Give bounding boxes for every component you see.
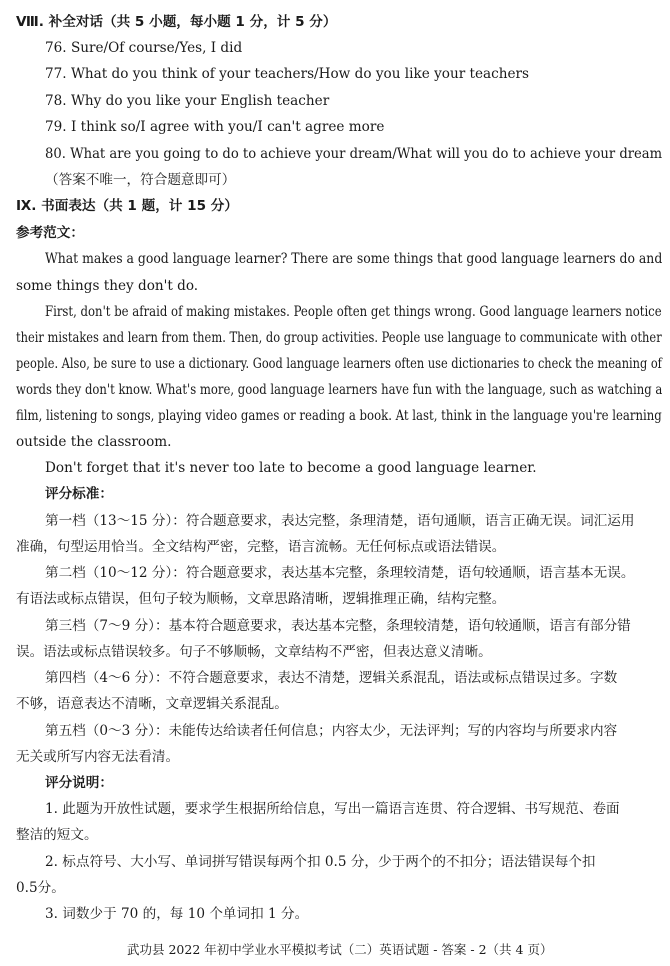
answer-80: 80. What are you going to do to achieve your dream/What will you do to achieve your dream — [45, 146, 663, 162]
criteria-line: 有语法或标点错误，但句子较为顺畅，文章思路清晰，逻辑推理正确，结构完整。 — [16, 591, 506, 607]
essay-line: What makes a good language learner? There are some things that good language learners do and — [45, 251, 663, 267]
criteria-line: 第二档（10～12 分）：符合题意要求，表达基本完整，条理较清楚，语句较通顺，语言基本无误。 — [45, 565, 635, 581]
answer-79: 79. I think so/I agree with you/I can't agree more — [45, 119, 385, 135]
explain-line: 整洁的短文。 — [16, 827, 98, 843]
answer-76: 76. Sure/Of course/Yes, I did — [45, 40, 243, 56]
criteria-line: 无关或所写内容无法看清。 — [16, 749, 180, 765]
essay-line: words they don't know. What's more, good language learners have fun with the language, such as watching a — [16, 382, 663, 398]
essay-line: First, don't be afraid of making mistakes. People often get things wrong. Good language learners notice — [45, 304, 662, 320]
criteria-line: 第一档（13～15 分）：符合题意要求，表达完整，条理清楚，语句通顺，语言正确无误。词汇运用 — [45, 513, 635, 529]
criteria-line: 第三档（7～9 分）：基本符合题意要求，表达基本完整，条理较清楚，语句较通顺，语言有部分错 — [45, 618, 631, 634]
essay-line: some things they don't do. — [16, 278, 199, 294]
essay-line: Don't forget that it's never too late to become a good language learner. — [45, 460, 537, 476]
answer-note: （答案不唯一，符合题意即可） — [45, 172, 236, 188]
page-footer: 武功县 2022 年初中学业水平模拟考试（二）英语试题 - 答案 - 2（共 4 页） — [127, 942, 553, 957]
section-8-heading: Ⅷ. 补全对话（共 5 小题，每小题 1 分，计 5 分） — [16, 14, 337, 30]
essay-line: their mistakes and learn from them. Then, do group activities. People use language to communicate with other — [16, 330, 662, 346]
sample-essay-label: 参考范文： — [16, 225, 84, 241]
criteria-line: 第四档（4～6 分）：不符合题意要求，表达不清楚，逻辑关系混乱，语法或标点错误过多。字数 — [45, 670, 618, 686]
answer-78: 78. Why do you like your English teacher — [45, 93, 330, 109]
criteria-line: 准确，句型运用恰当。全文结构严密，完整，语言流畅。无任何标点或语法错误。 — [16, 539, 506, 555]
section-9-heading: Ⅸ. 书面表达（共 1 题，计 15 分） — [16, 198, 238, 214]
criteria-line: 误。语法或标点错误较多。句子不够顺畅，文章结构不严密，但表达意义清晰。 — [16, 644, 492, 660]
answer-77: 77. What do you think of your teachers/How do you like your teachers — [45, 66, 530, 82]
explain-label: 评分说明： — [45, 775, 113, 791]
explain-line: 0.5分。 — [16, 880, 65, 896]
criteria-label: 评分标准： — [45, 486, 113, 502]
explain-line: 1. 此题为开放性试题，要求学生根据所给信息，写出一篇语言连贯、符合逻辑、书写规范、卷面 — [45, 801, 620, 817]
essay-line: people. Also, be sure to use a dictionary. Good language learners often use dictionaries to check the meaning of — [16, 356, 662, 372]
explain-line: 3. 词数少于 70 的，每 10 个单词扣 1 分。 — [45, 906, 309, 922]
essay-line: film, listening to songs, playing video games or reading a book. At last, think in the language you're learning — [16, 408, 662, 424]
criteria-line: 第五档（0～3 分）：未能传达给读者任何信息；内容太少，无法评判；写的内容均与所要求内容 — [45, 723, 618, 739]
explain-line: 2. 标点符号、大小写、单词拼写错误每两个扣 0.5 分，少于两个的不扣分；语法错误每个扣 — [45, 854, 596, 870]
criteria-line: 不够，语意表达不清晰，文章逻辑关系混乱。 — [16, 696, 288, 712]
essay-line: outside the classroom. — [16, 434, 172, 450]
